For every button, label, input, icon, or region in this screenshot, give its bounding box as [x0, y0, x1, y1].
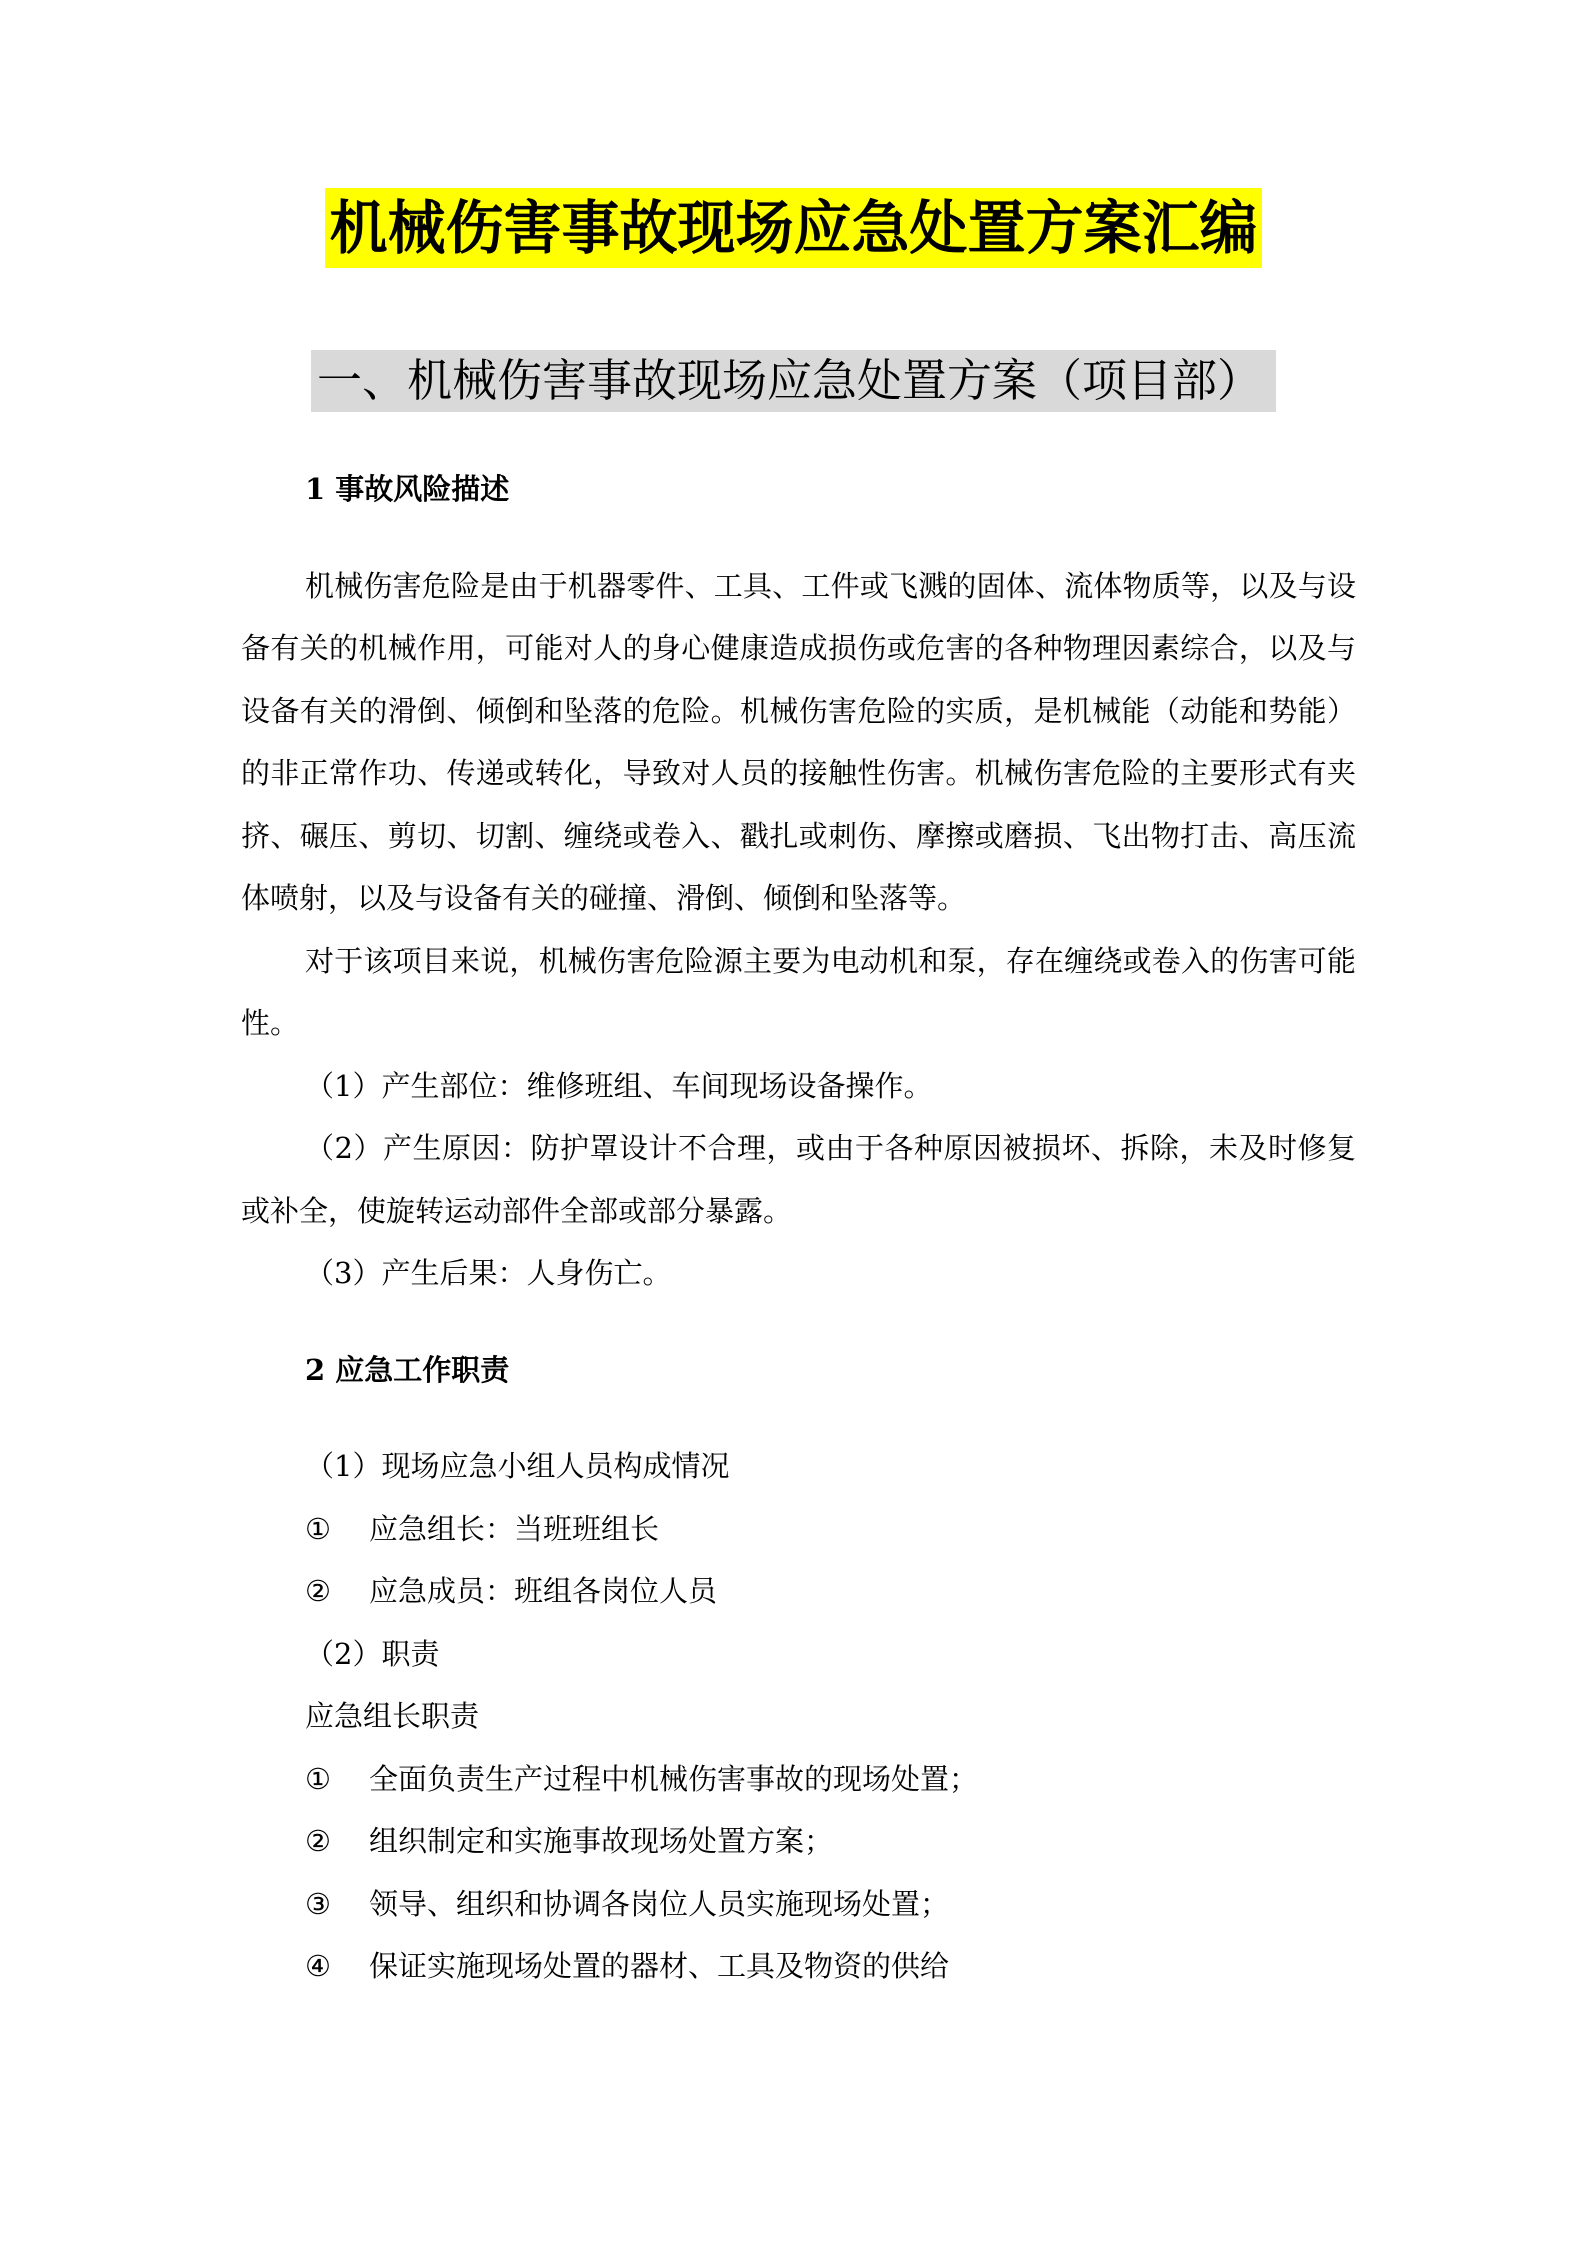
list-item-text: 保证实施现场处置的器材、工具及物资的供给	[369, 1949, 950, 1983]
list-item-text: 领导、组织和协调各岗位人员实施现场处置；	[369, 1886, 950, 1921]
list-item	[241, 1498, 1356, 1561]
leader-duties-heading: 应急组长职责	[305, 1699, 480, 1733]
circled-number: ①	[305, 1761, 331, 1796]
section1-item3: （3）产生后果：人身伤亡。	[305, 1256, 672, 1290]
list-item	[241, 1560, 1356, 1623]
list-item	[241, 1873, 1356, 1936]
circled-number: ①	[305, 1511, 331, 1546]
document-title-container	[0, 188, 1587, 268]
section2-sub2: （2）职责	[305, 1636, 440, 1671]
section-title-container	[0, 350, 1587, 412]
circled-number: ②	[305, 1824, 331, 1858]
list-item-text: 全面负责生产过程中机械伤害事故的现场处置；	[369, 1761, 979, 1796]
list-item-text: 应急组长：当班班组长	[369, 1511, 660, 1546]
section2-sub1: （1）现场应急小组人员构成情况	[305, 1449, 730, 1483]
circled-number: ③	[305, 1886, 331, 1921]
list-item	[241, 1935, 1356, 1998]
section2-heading: 2 应急工作职责	[305, 1352, 510, 1387]
section1-heading: 1 事故风险描述	[305, 472, 510, 506]
document-body	[241, 458, 1356, 1998]
section1-item2: （2）产生原因：防护罩设计不合理，或由于各种原因被损坏、拆除，未及时修复或补全，使旋转运动部件全部或部分暴露。	[241, 1131, 1356, 1228]
circled-number: ④	[305, 1949, 331, 1983]
section1-paragraph1: 机械伤害危险是由于机器零件、工具、工件或飞溅的固体、流体物质等，以及与设备有关的机械作用，可能对人的身心健康造成损伤或危害的各种物理因素综合，以及与设备有关的滑倒、倾倒和坠落的危险。机械伤害危险的实质，是机械能（动能和势能）的非正常作功、传递或转化，导致对人员的接触性伤害。机械伤害危险的主要形式有夹挤、碾压、剪切、切割、缠绕或卷入、戳扎或刺伤、摩擦或磨损、飞出物打击、高压流体喷射，以及与设备有关的碰撞、滑倒、倾倒和坠落等。	[241, 568, 1356, 915]
list-item-text: 应急成员：班组各岗位人员	[369, 1574, 718, 1608]
section1-paragraph2: 对于该项目来说，机械伤害危险源主要为电动机和泵，存在缠绕或卷入的伤害可能性。	[241, 943, 1356, 1040]
list-item-text: 组织制定和实施事故现场处置方案；	[369, 1824, 834, 1858]
document-title: 机械伤害事故现场应急处置方案汇编	[325, 188, 1261, 268]
list-item	[241, 1748, 1356, 1811]
circled-number: ②	[305, 1574, 331, 1608]
section-title: 一、机械伤害事故现场应急处置方案（项目部）	[311, 350, 1276, 412]
section1-item1: （1）产生部位：维修班组、车间现场设备操作。	[305, 1068, 933, 1103]
list-item	[241, 1810, 1356, 1873]
